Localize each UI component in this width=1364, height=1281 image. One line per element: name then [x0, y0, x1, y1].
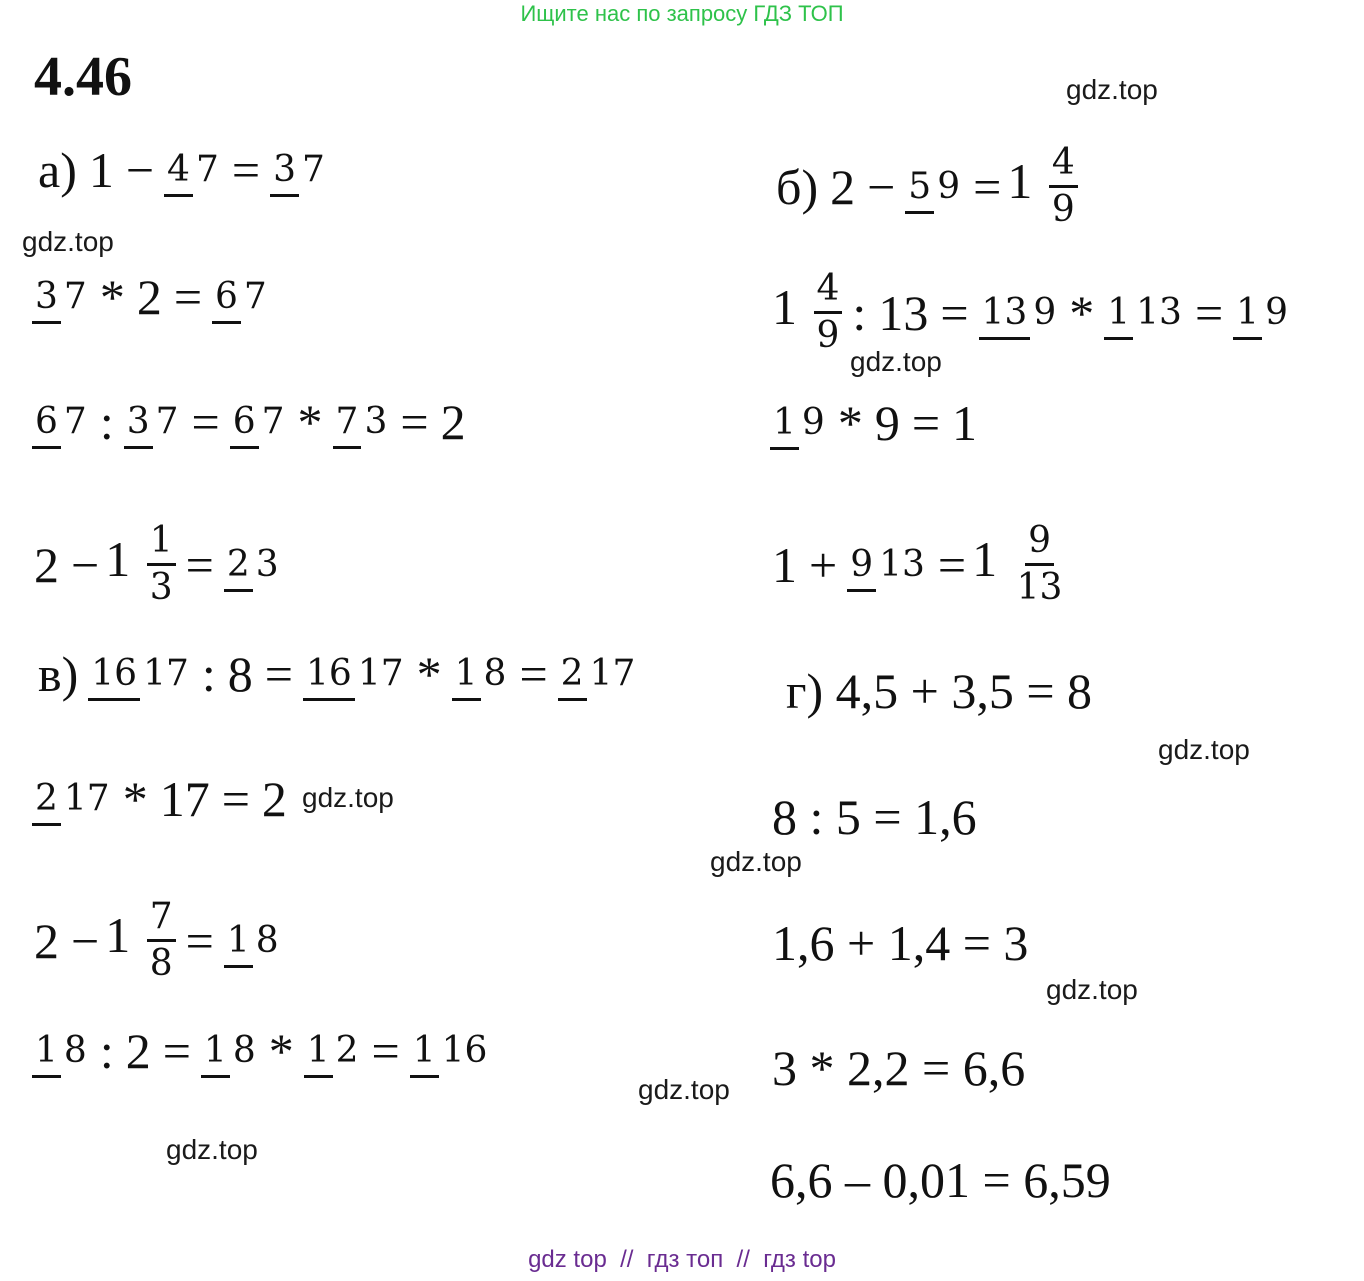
equation-v-4: [28, 1023, 494, 1079]
denominator: 7: [63, 276, 87, 317]
watermark: gdz.top: [1046, 974, 1138, 1005]
numerator: 4: [164, 149, 193, 197]
denominator: 17: [63, 778, 110, 819]
equation-g-2: [772, 789, 977, 845]
whole-part: 1: [105, 530, 131, 587]
fraction: [88, 653, 192, 694]
equation-a-4: [28, 520, 286, 608]
denominator: 9: [1051, 189, 1075, 230]
numerator: 2: [224, 544, 253, 592]
number: 2: [34, 912, 59, 969]
equation-g-5: [770, 1152, 1111, 1208]
numerator: 13: [979, 292, 1031, 340]
number: 9: [874, 395, 900, 451]
equation-text: 6,6 – 0,01 = 6,59: [770, 1152, 1111, 1208]
item-label-v: в): [38, 646, 79, 702]
denominator: 7: [63, 401, 87, 442]
numerator: 5: [905, 166, 934, 214]
watermark: gdz.top: [166, 1134, 258, 1165]
fraction: [452, 653, 510, 694]
mixed-number: [105, 520, 179, 608]
fraction: [1104, 291, 1185, 333]
problem-number: 4.46: [34, 46, 132, 108]
operator: *: [1069, 284, 1095, 341]
operator: =: [264, 646, 293, 702]
denominator: 16: [441, 1030, 488, 1071]
fraction: [303, 653, 407, 694]
equation-b-1: [770, 142, 1082, 230]
operator: =: [940, 284, 969, 341]
numerator: 1: [224, 920, 253, 968]
equation-b-4: [766, 520, 1069, 608]
fraction: [147, 896, 176, 984]
numerator: 6: [32, 401, 61, 449]
numerator: 3: [270, 149, 299, 197]
fraction: [979, 291, 1060, 333]
operator: *: [268, 1023, 294, 1079]
numerator: 4: [1049, 145, 1078, 188]
operator: =: [973, 158, 1002, 215]
denominator: 7: [243, 276, 267, 317]
mixed-number: [772, 268, 846, 356]
numerator: 1: [770, 402, 799, 450]
numerator: 1: [201, 1030, 230, 1078]
fraction: [1014, 520, 1066, 608]
numerator: 2: [558, 653, 587, 701]
numerator: 7: [333, 401, 362, 449]
operator: :: [852, 284, 867, 341]
numerator: 1: [1233, 292, 1262, 340]
number: 2: [34, 536, 59, 593]
numerator: 6: [212, 276, 241, 324]
watermark: gdz.top: [710, 846, 802, 877]
operator: =: [1194, 284, 1224, 341]
numerator: 1: [304, 1030, 333, 1078]
fraction: [224, 919, 282, 961]
fraction: [304, 1030, 362, 1071]
number: 1: [88, 142, 114, 198]
equation-v-1: [32, 646, 642, 702]
equation-v-2: [28, 771, 293, 827]
denominator: 9: [816, 315, 840, 356]
equation-text: 8 : 5 = 1,6: [772, 789, 977, 845]
mixed-number: [105, 896, 179, 984]
denominator: 8: [63, 1030, 87, 1071]
watermark: gdz.top: [22, 226, 114, 257]
denominator: 9: [1265, 291, 1288, 333]
equation-text: 3 * 2,2 = 6,6: [772, 1040, 1026, 1096]
fraction: [164, 149, 222, 190]
operator: =: [911, 395, 941, 451]
fraction: [224, 543, 282, 585]
fraction: [212, 276, 270, 317]
equation-b-3: [766, 395, 983, 451]
operator: =: [185, 912, 214, 969]
watermark: gdz.top: [1158, 734, 1250, 765]
watermark: gdz.top: [638, 1074, 730, 1105]
operator: *: [416, 646, 442, 702]
denominator: 17: [357, 653, 404, 694]
denominator: 7: [195, 149, 219, 190]
operator: =: [221, 771, 250, 827]
numerator: 2: [32, 778, 61, 826]
equation-g-4: [772, 1040, 1026, 1096]
operator: =: [937, 536, 967, 593]
fraction: [905, 165, 963, 207]
denominator: 3: [255, 543, 279, 585]
denominator: 3: [364, 401, 388, 442]
operator: *: [122, 771, 148, 827]
whole-part: 1: [105, 906, 131, 963]
denominator: 8: [483, 653, 507, 694]
operator: =: [519, 646, 548, 702]
number: 2: [125, 1023, 151, 1079]
denominator: 8: [232, 1030, 256, 1071]
denominator: 2: [335, 1030, 359, 1071]
equation-b-2: [772, 268, 1295, 356]
operator: =: [231, 142, 261, 198]
number: 2: [261, 771, 287, 827]
number: 17: [159, 771, 210, 827]
operator: =: [173, 269, 203, 325]
fraction: [847, 543, 928, 585]
numerator: 9: [1025, 523, 1054, 566]
operator: −: [71, 912, 100, 969]
denominator: 9: [801, 402, 825, 443]
fraction: [270, 149, 328, 190]
operator: *: [99, 269, 125, 325]
numerator: 4: [814, 271, 843, 314]
operator: =: [191, 394, 220, 450]
operator: *: [297, 394, 323, 450]
mixed-number: [972, 520, 1069, 608]
top-banner: Ищите нас по запросу ГДЗ ТОП: [520, 1, 844, 26]
denominator: 3: [149, 567, 173, 608]
operator: *: [837, 395, 863, 451]
fraction: [1233, 291, 1291, 333]
equation-g-3: [772, 915, 1029, 971]
item-label-b: б): [776, 158, 819, 215]
operator: −: [71, 536, 100, 593]
fraction: [410, 1030, 491, 1071]
fraction: [201, 1030, 259, 1071]
numerator: 3: [124, 401, 153, 449]
number: 2: [136, 269, 162, 325]
denominator: 13: [1016, 567, 1063, 608]
operator: −: [125, 142, 155, 198]
equation-g-1: [786, 663, 1093, 719]
operator: =: [400, 394, 429, 450]
numerator: 1: [452, 653, 481, 701]
watermark: gdz.top: [1066, 74, 1158, 105]
watermark: gdz.top: [302, 782, 394, 813]
operator: =: [162, 1023, 191, 1079]
numerator: 9: [847, 544, 876, 592]
fraction: [124, 401, 182, 442]
whole-part: 1: [1007, 152, 1033, 209]
mixed-number: [1007, 142, 1081, 230]
numerator: 1: [147, 523, 176, 566]
equation-a-1: [32, 142, 332, 198]
operator: +: [809, 536, 838, 593]
equation-text: 1,6 + 1,4 = 3: [772, 915, 1029, 971]
numerator: 1: [1104, 292, 1133, 340]
number: 1: [772, 536, 797, 593]
numerator: 1: [32, 1030, 61, 1078]
item-label-a: а): [38, 142, 77, 198]
denominator: 7: [301, 149, 325, 190]
equation-a-3: [28, 394, 472, 450]
fraction: [558, 653, 639, 694]
fraction: [32, 401, 90, 442]
denominator: 9: [1033, 291, 1057, 333]
numerator: 16: [303, 653, 355, 701]
number: 8: [227, 646, 253, 702]
denominator: 13: [879, 543, 925, 585]
operator: −: [867, 158, 896, 215]
equation-a-2: [28, 269, 274, 325]
operator: =: [371, 1023, 400, 1079]
denominator: 13: [1136, 291, 1182, 333]
fraction: [1049, 142, 1078, 230]
fraction: [32, 778, 113, 819]
fraction: [333, 401, 391, 442]
fraction: [230, 401, 288, 442]
equation-v-3: [28, 896, 286, 984]
number: 2: [440, 394, 466, 450]
denominator: 17: [589, 653, 636, 694]
numerator: 7: [147, 899, 176, 942]
operator: =: [185, 536, 214, 593]
footer-links[interactable]: gdz top // гдз топ // гдз top: [528, 1246, 836, 1273]
whole-part: 1: [772, 278, 797, 335]
denominator: 7: [155, 401, 179, 442]
fraction: [32, 276, 90, 317]
number: 1: [952, 395, 978, 451]
number: 2: [830, 158, 856, 215]
denominator: 9: [937, 165, 961, 207]
operator: :: [99, 394, 114, 450]
numerator: 16: [88, 653, 140, 701]
denominator: 7: [261, 401, 285, 442]
number: 13: [878, 284, 929, 341]
denominator: 17: [143, 653, 189, 694]
numerator: 1: [410, 1030, 439, 1078]
operator: :: [201, 646, 216, 702]
numerator: 6: [230, 401, 259, 449]
fraction: [814, 268, 843, 356]
numerator: 3: [32, 276, 61, 324]
fraction: [32, 1030, 90, 1071]
denominator: 8: [149, 943, 173, 984]
whole-part: 1: [972, 530, 998, 587]
fraction: [770, 402, 828, 443]
equation-text: г) 4,5 + 3,5 = 8: [786, 663, 1093, 719]
watermark: gdz.top: [850, 346, 942, 377]
denominator: 8: [255, 919, 279, 961]
fraction: [147, 520, 176, 608]
operator: :: [99, 1023, 114, 1079]
